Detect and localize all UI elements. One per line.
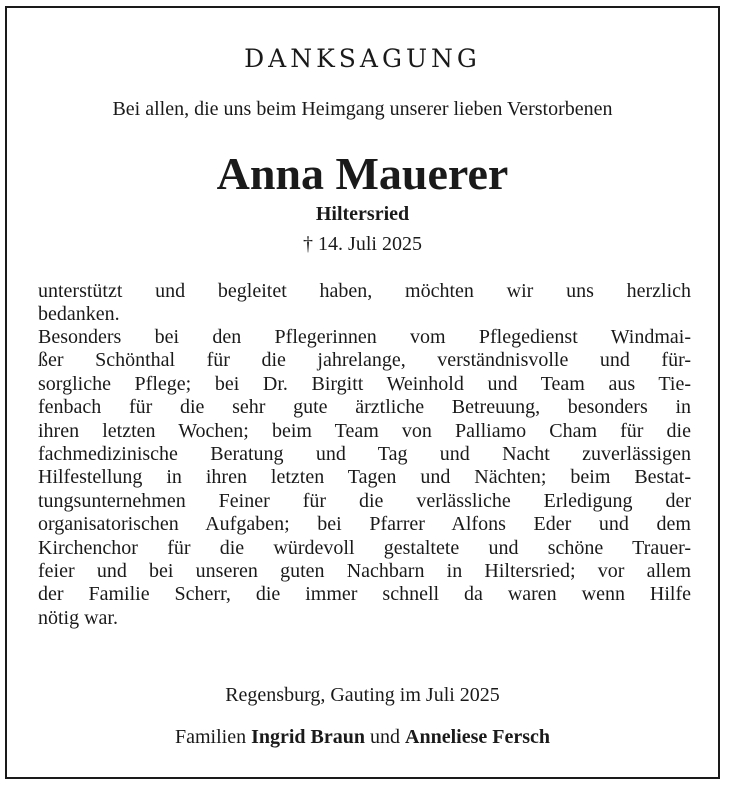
death-date: † 14. Juli 2025 xyxy=(303,233,422,255)
obituary-frame xyxy=(5,6,720,779)
paragraph-line: Hilfestellung in ihren letzten Tagen und Nächten; beim Bestat- xyxy=(38,466,691,489)
deceased-place: Hiltersried xyxy=(315,203,410,225)
paragraph-line: sorgliche Pflege; bei Dr. Birgitt Weinhold und Team aus Tie- xyxy=(38,372,691,395)
paragraph-line: nötig war. xyxy=(38,606,118,629)
paragraph-line: ßer Schönthal für die jahrelange, verständnisvolle und für- xyxy=(38,349,691,372)
paragraph-line: fachmedizinische Beratung und Tag und Nacht zuverlässigen xyxy=(38,443,691,466)
notice-heading: DANKSAGUNG xyxy=(244,44,481,73)
family-name-1: Ingrid Braun xyxy=(251,726,366,748)
paragraph-line: unterstützt und begleitet haben, möchten wir uns herzlich xyxy=(38,280,691,302)
thanks-paragraph-1 xyxy=(38,280,691,327)
signatories xyxy=(7,726,718,749)
paragraph-line: ihren letzten Wochen; beim Team von Palliamo Cham für die xyxy=(38,419,691,442)
closing-place-date: Regensburg, Gauting im Juli 2025 xyxy=(225,684,500,706)
paragraph-line: der Familie Scherr, die immer schnell da waren wenn Hilfe xyxy=(38,583,691,606)
paragraph-line: Kirchenchor für die würdevoll gestaltete und schöne Trauer- xyxy=(38,536,691,559)
intro-text: Bei allen, die uns beim Heimgang unserer lieben Verstorbenen xyxy=(112,98,613,120)
paragraph-line: feier und bei unseren guten Nachbarn in Hiltersried; vor allem xyxy=(38,560,691,583)
paragraph-line: Besonders bei den Pflegerinnen vom Pflegedienst Windmai- xyxy=(38,326,691,348)
family-name-2: Anneliese Fersch xyxy=(405,726,551,748)
paragraph-line: tungsunternehmen Feiner für die verlässliche Erledigung der xyxy=(38,489,691,512)
families-connector: und xyxy=(365,726,406,748)
deceased-name: Anna Mauerer xyxy=(216,148,509,199)
paragraph-line: fenbach für die sehr gute ärztliche Betreuung, besonders in xyxy=(38,396,691,419)
paragraph-line: organisatorischen Aufgaben; bei Pfarrer Alfons Eder und dem xyxy=(38,513,691,536)
families-prefix: Familien xyxy=(174,726,252,748)
thanks-paragraph-2 xyxy=(38,326,691,630)
paragraph-line: bedanken. xyxy=(38,303,120,326)
